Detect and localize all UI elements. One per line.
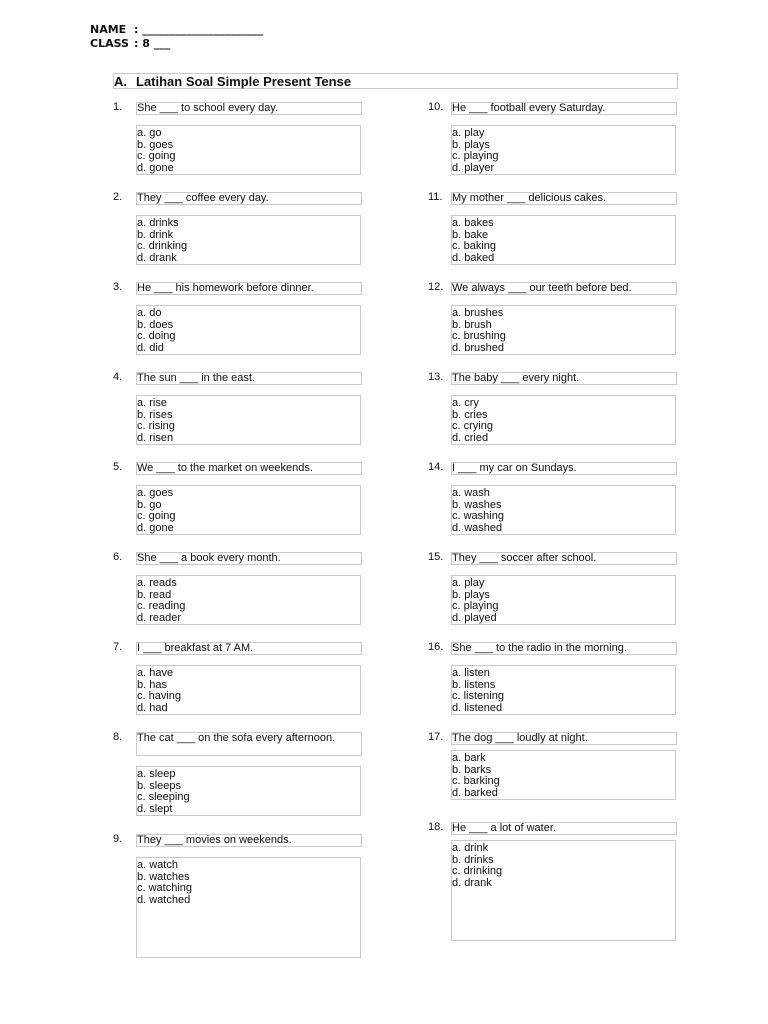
answer-option[interactable]: d. had: [137, 701, 168, 714]
answer-option[interactable]: b. listens: [452, 678, 496, 691]
answer-option[interactable]: d. drank: [137, 251, 177, 264]
question-item: [428, 192, 677, 265]
question-number: 4.: [113, 371, 123, 383]
answer-options: [451, 485, 676, 535]
question-item: [428, 462, 677, 535]
question-number: 17.: [428, 731, 444, 743]
answer-option[interactable]: b. go: [137, 498, 162, 511]
answer-option[interactable]: d. barked: [452, 786, 498, 799]
question-text: She ___ a book every month.: [136, 552, 362, 565]
question-item: [428, 552, 677, 625]
answer-option[interactable]: b. drink: [137, 228, 174, 241]
question-header: [113, 372, 362, 385]
answer-options: [136, 575, 361, 625]
answer-option[interactable]: c. drinking: [137, 240, 188, 252]
question-text: I ___ my car on Sundays.: [451, 462, 677, 475]
question-header: [113, 834, 362, 847]
answer-option[interactable]: d. drank: [452, 876, 492, 889]
answer-option[interactable]: d. risen: [137, 431, 174, 444]
answer-option[interactable]: b. goes: [137, 138, 174, 151]
question-text: He ___ football every Saturday.: [451, 102, 677, 115]
question-number: 16.: [428, 641, 444, 653]
answer-option[interactable]: a. drink: [452, 842, 489, 854]
answer-option[interactable]: d. listened: [452, 701, 503, 714]
answer-option[interactable]: d. baked: [452, 251, 495, 264]
answer-options: [136, 766, 361, 816]
answer-option[interactable]: d. gone: [137, 161, 174, 174]
answer-option[interactable]: a. cry: [452, 397, 479, 409]
name-label: NAME: [90, 23, 127, 36]
answer-option[interactable]: c. sleeping: [137, 791, 190, 803]
answer-option[interactable]: a. sleep: [137, 768, 176, 780]
question-number: 18.: [428, 821, 444, 833]
name-line: [90, 23, 263, 36]
answer-options: [451, 840, 676, 941]
question-item: [428, 642, 677, 715]
answer-option[interactable]: b. drinks: [452, 853, 494, 866]
answer-option[interactable]: c. playing: [452, 600, 499, 612]
question-header: [113, 552, 362, 565]
answer-option[interactable]: b. rises: [137, 408, 173, 421]
question-number: 11.: [428, 191, 443, 203]
answer-option[interactable]: b. barks: [452, 763, 492, 776]
answer-options: [136, 665, 361, 715]
answer-option[interactable]: c. reading: [137, 600, 186, 612]
question-text: The cat ___ on the sofa every afternoon.: [136, 732, 362, 756]
question-number: 15.: [428, 551, 444, 563]
answer-option[interactable]: a. play: [452, 577, 485, 589]
question-header: [428, 282, 677, 295]
answer-options: [451, 305, 676, 355]
answer-option[interactable]: c. watching: [137, 882, 193, 894]
question-header: [428, 552, 677, 565]
answer-option[interactable]: b. sleeps: [137, 779, 182, 792]
question-header: [428, 462, 677, 475]
question-number: 1.: [113, 101, 123, 113]
question-text: The baby ___ every night.: [451, 372, 677, 385]
answer-option[interactable]: a. reads: [137, 577, 177, 589]
answer-option[interactable]: a. have: [137, 667, 174, 679]
question-text: They ___ coffee every day.: [136, 192, 362, 205]
question-item: [113, 372, 362, 445]
answer-option[interactable]: c. drinking: [452, 865, 503, 877]
question-text: He ___ a lot of water.: [451, 822, 677, 835]
question-item: [113, 834, 362, 958]
question-item: [113, 282, 362, 355]
answer-option[interactable]: a. watch: [137, 859, 178, 871]
answer-option[interactable]: b. does: [137, 318, 174, 331]
answer-options: [136, 125, 361, 175]
question-item: [428, 102, 677, 175]
answer-option[interactable]: a. drinks: [137, 217, 179, 229]
question-item: [428, 282, 677, 355]
section-title: [113, 73, 678, 89]
answer-option[interactable]: d. reader: [137, 611, 182, 624]
answer-option[interactable]: a. goes: [137, 487, 174, 499]
answer-option[interactable]: c. going: [137, 510, 176, 522]
question-header: [428, 192, 677, 205]
question-header: [428, 102, 677, 115]
question-text: They ___ soccer after school.: [451, 552, 677, 565]
question-text: They ___ movies on weekends.: [136, 834, 362, 847]
answer-option[interactable]: a. do: [137, 307, 162, 319]
class-field[interactable]: : 8 ___: [134, 37, 171, 50]
answer-option[interactable]: b. has: [137, 678, 167, 691]
answer-options: [451, 125, 676, 175]
question-item: [113, 732, 362, 816]
question-header: [428, 732, 677, 745]
answer-option[interactable]: a. rise: [137, 397, 167, 409]
question-number: 7.: [113, 641, 123, 653]
answer-option[interactable]: b. watches: [137, 870, 190, 883]
question-number: 6.: [113, 551, 123, 563]
section-letter: A.: [114, 73, 127, 89]
answer-option[interactable]: c. brushing: [452, 330, 506, 342]
question-item: [428, 732, 677, 800]
answer-option[interactable]: b. bake: [452, 228, 489, 241]
answer-option[interactable]: d. played: [452, 611, 497, 624]
question-header: [113, 102, 362, 115]
answer-option[interactable]: c. rising: [137, 420, 175, 432]
answer-option[interactable]: d. slept: [137, 802, 173, 815]
answer-option[interactable]: c. baking: [452, 240, 497, 252]
answer-options: [451, 215, 676, 265]
answer-option[interactable]: c. crying: [452, 420, 493, 432]
question-item: [113, 192, 362, 265]
answer-options: [451, 395, 676, 445]
answer-option[interactable]: b. brush: [452, 318, 492, 331]
answer-option[interactable]: d. did: [137, 341, 164, 354]
class-line: [90, 37, 170, 50]
question-header: [428, 822, 677, 835]
question-text: I ___ breakfast at 7 AM.: [136, 642, 362, 655]
question-number: 5.: [113, 461, 123, 473]
question-item: [428, 822, 677, 941]
answer-option[interactable]: a. brushes: [452, 307, 504, 319]
question-item: [113, 552, 362, 625]
question-header: [113, 732, 362, 756]
question-number: 8.: [113, 731, 123, 743]
question-number: 9.: [113, 833, 123, 845]
answer-option[interactable]: d. washed: [452, 521, 503, 534]
answer-option[interactable]: d. watched: [137, 893, 191, 906]
question-number: 13.: [428, 371, 444, 383]
answer-option[interactable]: a. play: [452, 127, 485, 139]
answer-option[interactable]: d. gone: [137, 521, 174, 534]
question-item: [113, 462, 362, 535]
answer-option[interactable]: a. wash: [452, 487, 490, 499]
question-item: [428, 372, 677, 445]
answer-option[interactable]: a. go: [137, 127, 162, 139]
question-text: He ___ his homework before dinner.: [136, 282, 362, 295]
question-text: The dog ___ loudly at night.: [451, 732, 677, 745]
answer-option[interactable]: c. barking: [452, 775, 500, 787]
question-header: [428, 642, 677, 655]
answer-option[interactable]: c. having: [137, 690, 182, 702]
answer-options: [451, 665, 676, 715]
answer-option[interactable]: b. washes: [452, 498, 502, 511]
question-item: [113, 102, 362, 175]
answer-options: [451, 575, 676, 625]
question-text: She ___ to school every day.: [136, 102, 362, 115]
question-number: 12.: [428, 281, 444, 293]
question-header: [113, 462, 362, 475]
answer-option[interactable]: a. bakes: [452, 217, 494, 229]
question-number: 10.: [428, 101, 444, 113]
answer-option[interactable]: b. read: [137, 588, 172, 601]
answer-option[interactable]: c. listening: [452, 690, 504, 702]
answer-option[interactable]: d. player: [452, 161, 495, 174]
answer-options: [136, 395, 361, 445]
question-text: We ___ to the market on weekends.: [136, 462, 362, 475]
answer-option[interactable]: b. plays: [452, 138, 490, 151]
question-item: [113, 642, 362, 715]
question-number: 3.: [113, 281, 123, 293]
answer-option[interactable]: c. washing: [452, 510, 504, 522]
class-label: CLASS: [90, 37, 129, 50]
question-header: [113, 282, 362, 295]
question-number: 2.: [113, 191, 123, 203]
question-number: 14.: [428, 461, 444, 473]
answer-option[interactable]: a. listen: [452, 667, 490, 679]
answer-option[interactable]: b. plays: [452, 588, 490, 601]
question-text: The sun ___ in the east.: [136, 372, 362, 385]
question-header: [113, 192, 362, 205]
answer-option[interactable]: a. bark: [452, 752, 486, 764]
answer-option[interactable]: c. going: [137, 150, 176, 162]
answer-options: [136, 215, 361, 265]
answer-options: [136, 857, 361, 958]
answer-option[interactable]: b. cries: [452, 408, 488, 421]
answer-option[interactable]: d. cried: [452, 431, 489, 444]
question-text: My mother ___ delicious cakes.: [451, 192, 677, 205]
question-header: [428, 372, 677, 385]
question-text: She ___ to the radio in the morning.: [451, 642, 677, 655]
answer-options: [451, 750, 676, 800]
answer-options: [136, 305, 361, 355]
name-field[interactable]: : ______________________: [134, 23, 264, 36]
section-title-text: Latihan Soal Simple Present Tense: [136, 73, 352, 89]
answer-option[interactable]: c. playing: [452, 150, 499, 162]
answer-options: [136, 485, 361, 535]
question-text: We always ___ our teeth before bed.: [451, 282, 677, 295]
answer-option[interactable]: d. brushed: [452, 341, 504, 354]
answer-option[interactable]: c. doing: [137, 330, 176, 342]
question-header: [113, 642, 362, 655]
